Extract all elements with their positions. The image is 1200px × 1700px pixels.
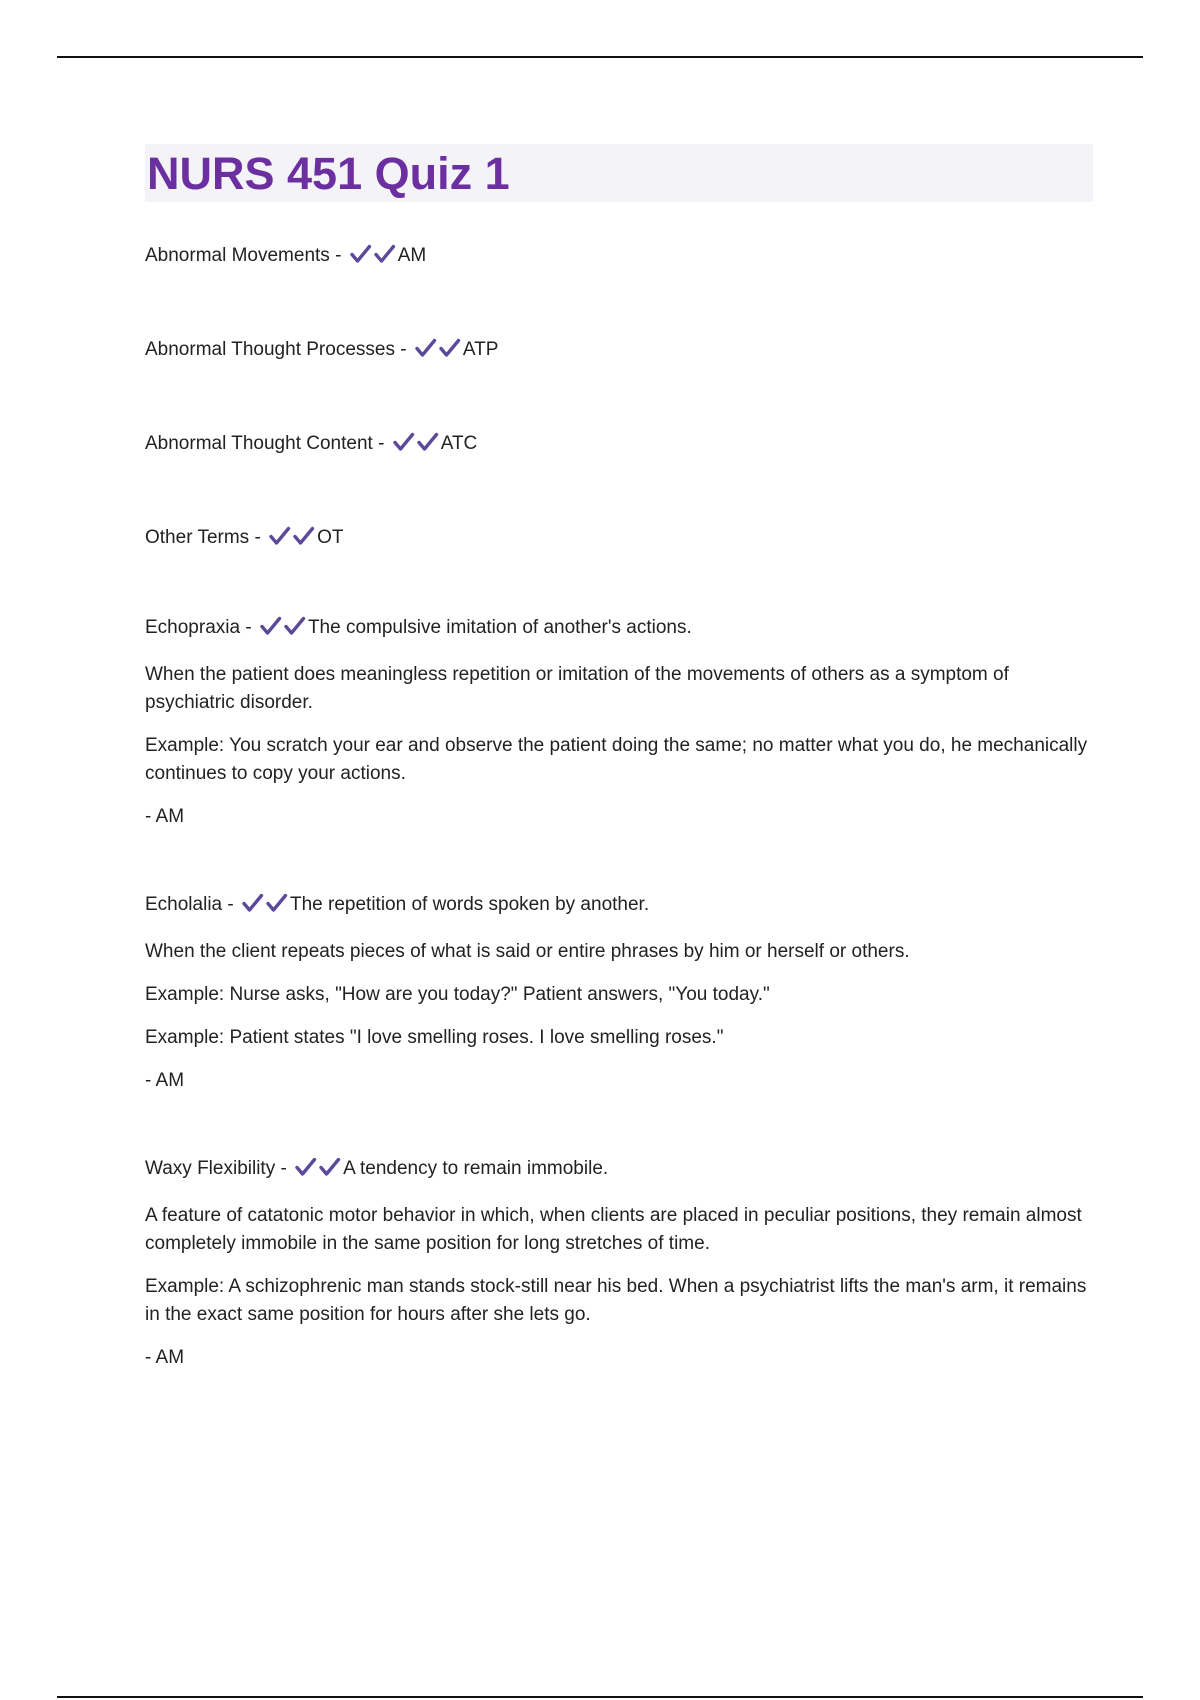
bottom-rule (57, 1696, 1143, 1698)
checkmark-icon (268, 525, 292, 547)
checkmark-icon (349, 243, 373, 265)
term-label: Abnormal Movements - (145, 245, 342, 266)
entry (145, 524, 1093, 556)
term-line (145, 336, 1093, 368)
entry (145, 242, 1093, 274)
double-check-icon (392, 431, 440, 462)
checkmark-icon (265, 892, 289, 914)
checkmark-icon (283, 615, 307, 637)
title-banner (145, 144, 1093, 202)
answer-text: The repetition of words spoken by another. (290, 894, 650, 915)
checkmark-icon (292, 525, 316, 547)
term-label: Echolalia - (145, 894, 234, 915)
checkmark-icon (373, 243, 397, 265)
checkmark-icon (416, 431, 440, 453)
entry (145, 1155, 1093, 1372)
term-line (145, 524, 1093, 556)
answer-text: The compulsive imitation of another's actions. (307, 617, 692, 638)
double-check-icon (414, 337, 462, 368)
double-check-icon (349, 243, 397, 274)
checkmark-icon (438, 337, 462, 359)
term-line (145, 242, 1093, 274)
answer-text: AM (397, 245, 427, 266)
term-label: Abnormal Thought Processes - (145, 339, 407, 360)
term-label: Echopraxia - (145, 617, 252, 638)
double-check-icon (259, 615, 307, 646)
explanation-paragraph: Example: You scratch your ear and observe the patient doing the same; no matter what you do, he mechanically continues to copy your actions. (145, 735, 1088, 784)
answer-text: ATC (440, 433, 478, 454)
checkmark-icon (259, 615, 283, 637)
explanation-paragraph: - AM (145, 1347, 185, 1368)
term-label: Other Terms - (145, 527, 261, 548)
term-line (145, 614, 1093, 646)
answer-text: A tendency to remain immobile. (343, 1158, 609, 1179)
term-line (145, 891, 1093, 923)
checkmark-icon (294, 1156, 318, 1178)
checkmark-icon (392, 431, 416, 453)
term-label: Abnormal Thought Content - (145, 433, 385, 454)
double-check-icon (268, 525, 316, 556)
explanation-paragraph: A feature of catatonic motor behavior in which, when clients are placed in peculiar positions, they remain almost completely immobile in the same position for long stretches of time. (145, 1205, 1082, 1254)
checkmark-icon (241, 892, 265, 914)
explanation-paragraph: Example: A schizophrenic man stands stock-still near his bed. When a psychiatrist lifts the man's arm, it remains in the exact same position for hours after she lets go. (145, 1276, 1087, 1325)
term-line (145, 430, 1093, 462)
answer-text: OT (317, 527, 344, 548)
double-check-icon (294, 1156, 342, 1187)
explanation-paragraph: When the patient does meaningless repetition or imitation of the movements of others as a symptom of psychiatric disorder. (145, 664, 1009, 713)
explanation-paragraph: When the client repeats pieces of what is said or entire phrases by him or herself or others. (145, 941, 910, 962)
explanation-paragraph: - AM (145, 806, 185, 827)
explanation-paragraph: - AM (145, 1070, 185, 1091)
document-body (145, 144, 1093, 1372)
entry-list (145, 242, 1093, 1372)
explanation-paragraph: Example: Patient states "I love smelling roses. I love smelling roses." (145, 1027, 724, 1048)
checkmark-icon (414, 337, 438, 359)
page-title: NURS 451 Quiz 1 (147, 147, 510, 199)
top-rule (57, 56, 1143, 58)
checkmark-icon (318, 1156, 342, 1178)
term-label: Waxy Flexibility - (145, 1158, 287, 1179)
answer-text: ATP (462, 339, 499, 360)
term-line (145, 1155, 1093, 1187)
explanation-paragraph: Example: Nurse asks, "How are you today?" Patient answers, "You today." (145, 984, 770, 1005)
entry (145, 430, 1093, 462)
entry (145, 336, 1093, 368)
entry (145, 891, 1093, 1095)
entry (145, 614, 1093, 831)
double-check-icon (241, 892, 289, 923)
